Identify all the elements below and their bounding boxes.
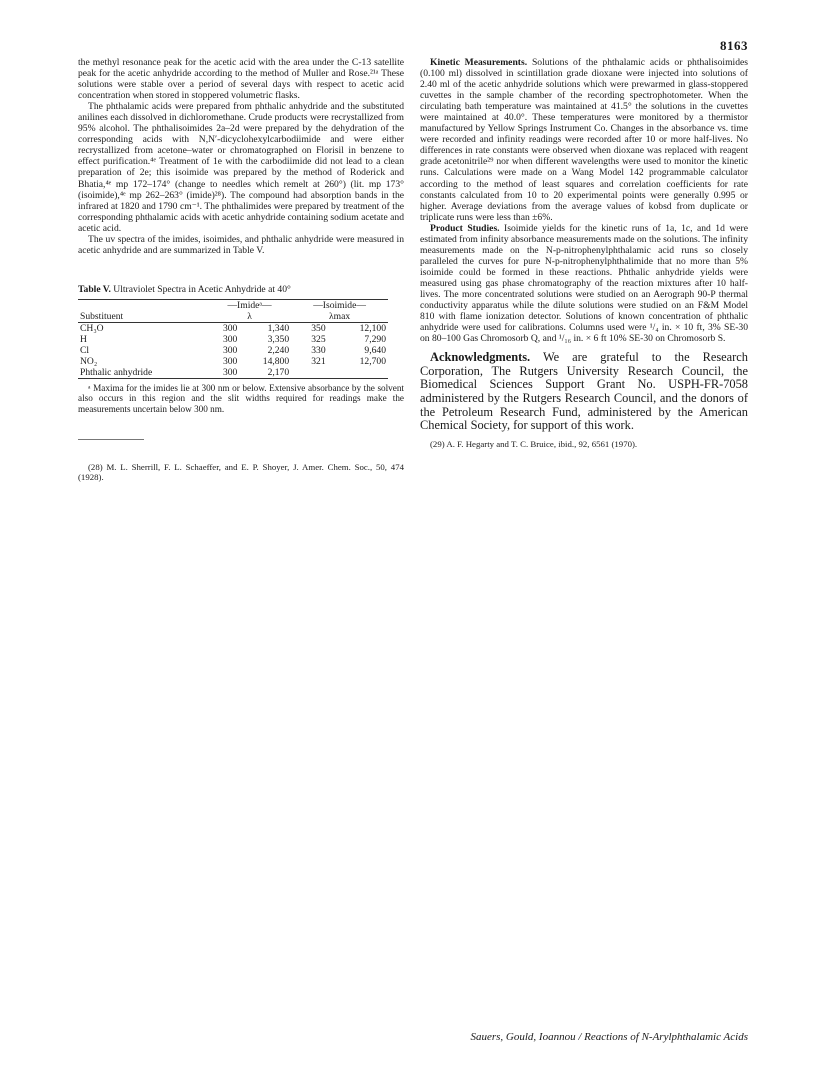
cell-isoimide-lambda: 325 [311, 333, 326, 345]
cell-substituent: Phthalic anhydride [78, 367, 208, 379]
cell-isoimide-lambda: 330 [311, 344, 326, 356]
cell-imide-lambda: 300 [222, 355, 238, 367]
reference-28: (28) M. L. Sherrill, F. L. Schaeffer, and E. P. Shoyer, J. Amer. Chem. Soc., 50, 474 (1928). [78, 461, 404, 483]
subheader-imide: λ [208, 311, 291, 323]
page-number: 8163 [720, 38, 748, 53]
table-row [78, 356, 388, 367]
table-v [78, 284, 404, 415]
cell-isoimide-epsilon: 12,100 [359, 322, 386, 334]
cell-isoimide-epsilon [328, 367, 388, 379]
table-row [78, 345, 388, 356]
table-caption-label: Table V. [78, 283, 111, 295]
cell-imide-epsilon: 2,170 [239, 367, 291, 379]
cell-isoimide-lambda: 321 [311, 355, 326, 367]
uv-spectra-table [78, 299, 388, 379]
table-caption [78, 284, 404, 295]
body-paragraph: The uv spectra of the imides, isoimides, and phthalic anhydride were measured in acetic anhydride and are summarized in Table V. [78, 233, 404, 256]
table-caption-text: Ultraviolet Spectra in Acetic Anhydride at 40° [113, 283, 291, 295]
cell-imide-lambda: 300 [222, 333, 238, 345]
cell-isoimide-lambda [291, 367, 327, 379]
kinetic-paragraph [420, 57, 748, 223]
cell-imide-epsilon: 2,240 [267, 344, 290, 356]
product-paragraph [420, 223, 748, 345]
cell-isoimide-epsilon: 9,640 [364, 344, 386, 356]
cell-substituent: Cl [80, 344, 90, 356]
cell-substituent: H [80, 333, 87, 345]
footnote-separator [78, 439, 144, 440]
cell-substituent: CH₃O [80, 322, 104, 334]
table-footnote: ᵃ Maxima for the imides lie at 300 nm or below. Extensive absorbance by the solvent also occurs in this region and the slit widths required for readings make the measurements uncertain below 300 nm. [78, 382, 404, 415]
group-header-imide: —Imideᵃ— [227, 299, 272, 311]
body-paragraph: The phthalamic acids were prepared from phthalic anhydride and the substituted anilines each dissolved in dichloromethane. Crude products were recrystallized from 95% alcohol. The phthalisoimides 2a–2d were prepared by the dehydration of the corresponding acids with N,N′-dicyclohexylcarbodiimide and were either recrystallized from acetone–water or chromatographed on Florisil in benzene to effect purification.⁴ᵉ Treatment of 1e with the carbodiimide did not lead to a clean preparation of 2e; this isoimide was prepared by the method of Roderick and Bhatia,⁴ᵉ mp 172–174° (change to needles which remelt at 260°) (lit. mp 173° (isoimide),⁴ᵉ mp 262–263° (imide)²⁸). The compound had absorption bands in the infrared at 1820 and 1790 cm⁻¹. The phthalimides were prepared by treatment of the corresponding phthalamic acids with acetic anhydride containing sodium acetate and acetic acid. [78, 101, 404, 234]
kinetic-text: Solutions of the phthalamic acids or phthalisoimides (0.100 ml) dissolved in scintillation grade dioxane were injected into solutions of 2.40 ml of the acetic anhydride solutions which were prewarmed in glass-stoppered cuvettes in the sample chamber of the recording spectrophotometer. When the circulating bath temperature was maintained at 41.5° the solutions in the cuvettes were maintained at 40.0°. These temperatures were monitored by a thermistor manufactured by Yellow Springs Instrument Co. Changes in the absorbance vs. time were recorded and infinity readings were recorded after 10 or more half-lives. No differences in rate constants were observed when dioxane was replaced with reagent grade acetonitrile²⁹ nor when different wavelengths were used to monitor the kinetic runs. Calculations were made on a Wang Model 142 programmable calculator according to the method of least squares and correlation coefficients for rate constants calculated from 10 to 20 experimental points were generally 0.995 or higher. Average deviations from the average values of kobsd from duplicate or triplicate runs were less than ±6%. [420, 57, 748, 223]
reference-29: (29) A. F. Hegarty and T. C. Bruice, ibid., 92, 6561 (1970). [430, 438, 638, 449]
cell-isoimide-epsilon: 7,290 [364, 333, 386, 345]
table-row [78, 367, 388, 379]
body-paragraph: the methyl resonance peak for the acetic acid with the area under the C-13 satellite peak for the acetic anhydride according to the method of Muller and Rose.²¹ᵃ These solutions were stable over a period of several days with respect to acetic acid concentration when stored in stoppered volumetric flasks. [78, 57, 404, 102]
ack-heading: Acknowledgments. [430, 350, 531, 365]
product-heading: Product Studies. [430, 222, 500, 234]
column-header-substituent: Substituent [78, 311, 208, 323]
subheader-isoimide: λmax [291, 311, 388, 323]
table-row [78, 334, 388, 345]
cell-imide-epsilon: 14,800 [262, 355, 290, 367]
ack-text: We are grateful to the Research Corporation, The Rutgers University Research Council, the Biomedical Sciences Support Grant No. USPH-FR-7058 administered by the Rutgers Research Council, and the donors of the Petroleum Research Fund, administered by the American Chemical Society, for support of this work. [420, 350, 748, 433]
cell-isoimide-lambda: 350 [311, 322, 326, 334]
product-text: Isoimide yields for the kinetic runs of 1a, 1c, and 1d were estimated from infinity absorbance measurements made on the solutions. The infinity measurements made on the N-p-nitrophenylphthalamic acid runs so closely paralleled the curves for pure N-p-nitrophenylphthalimide that no more than 5% isoimide could be formed in these reactions. Phthalic anhydride yields were measured using gas phase chromatography of the reaction mixtures after 10 half-lives. The more concentrated solutions were studied on an Aerograph 90-P thermal conductivity apparatus while the dilute solutions were studied on an F&M Model 810 with flame ionization detector. Solutions of known concentration of phthalic anhydride were used for calibrations. Columns used were ¹/₄ in. × 10 ft, 3% SE-30 on 80–100 Gas Chromosorb Q, and ¹/₁₆ in. × 6 ft 10% SE-30 on Chromosorb S. [420, 222, 748, 345]
group-header-isoimide: —Isoimide— [313, 299, 366, 311]
kinetic-heading: Kinetic Measurements. [430, 57, 528, 68]
table-row [78, 322, 388, 334]
cell-imide-lambda: 300 [222, 322, 238, 334]
right-column [420, 57, 748, 449]
cell-imide-epsilon: 3,350 [267, 333, 290, 345]
cell-substituent: NO₂ [80, 355, 98, 367]
cell-isoimide-epsilon: 12,700 [359, 355, 386, 367]
running-footer: Sauers, Gould, Ioannou / Reactions of N-Arylphthalamic Acids [470, 1031, 748, 1043]
acknowledgments [420, 351, 748, 433]
cell-imide-lambda: 300 [222, 344, 238, 356]
left-column [78, 57, 404, 482]
cell-imide-epsilon: 1,340 [267, 322, 290, 334]
cell-imide-lambda: 300 [208, 367, 239, 379]
